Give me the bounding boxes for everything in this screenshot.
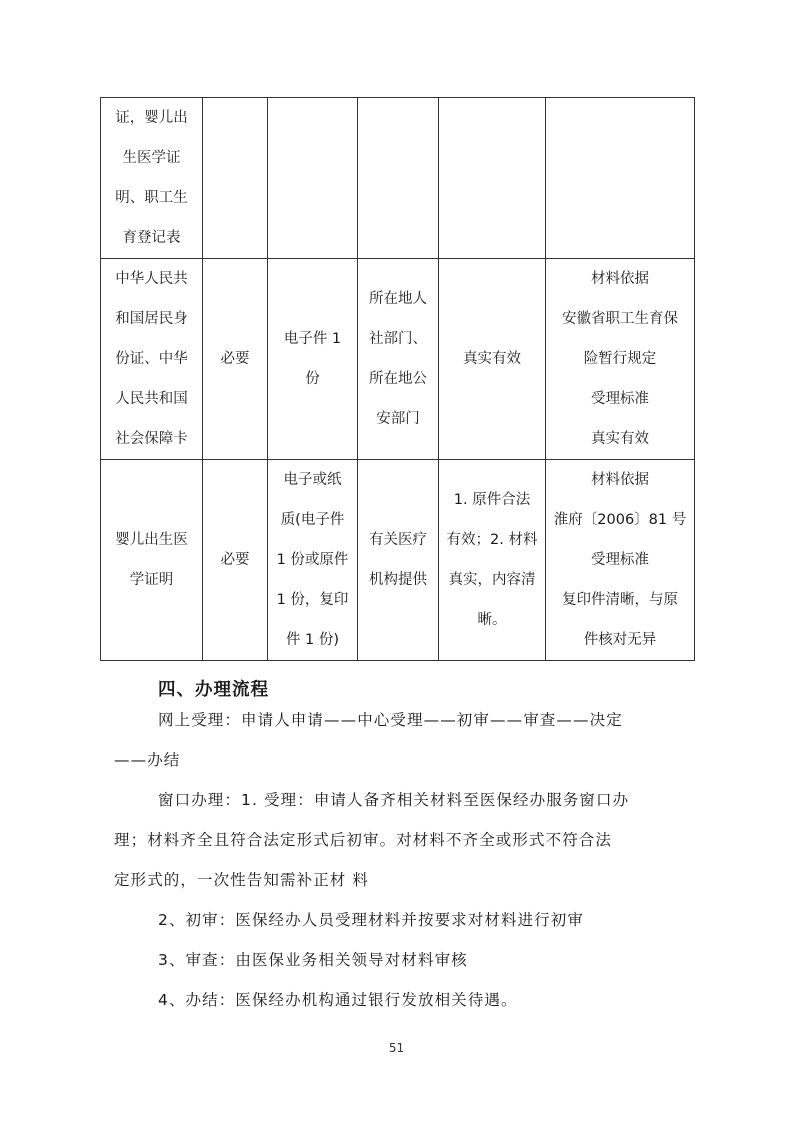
- step-completion: 4、办结：医保经办机构通过银行发放相关待遇。: [158, 991, 518, 1009]
- window-process-line-2: 理；材料齐全且符合法定形式后初审。对材料不齐全或形式不符合法: [114, 831, 613, 849]
- cell-line: 复印件清晰，与原: [562, 592, 678, 608]
- window-process-line-1: 窗口办理：1. 受理：申请人备齐相关材料至医保经办服务窗口办: [158, 791, 630, 809]
- material-cell: [101, 259, 203, 460]
- form-cell: [268, 460, 358, 661]
- basis-cell: [546, 460, 695, 661]
- cell-line: 学证明: [129, 572, 174, 588]
- cell-line: 有效；2. 材料: [446, 532, 538, 548]
- online-process-line-2: ——办结: [114, 751, 181, 769]
- table-row: [101, 98, 695, 259]
- cell-line: 件核对无异: [583, 632, 657, 648]
- form-cell: [268, 98, 358, 259]
- cell-line: 真实有效: [591, 431, 649, 447]
- cell-line: 证，婴儿出: [115, 110, 188, 126]
- cell-line: 婴儿出生医: [115, 532, 188, 548]
- standard-cell: [439, 98, 546, 259]
- cell-line: 机构提供: [369, 572, 427, 588]
- cell-line: 生医学证: [122, 150, 181, 166]
- cell-line: 险暂行规定: [583, 351, 657, 367]
- material-cell: [101, 460, 203, 661]
- cell-line: 安徽省职工生育保: [562, 311, 678, 327]
- cell-line: 人民共和国: [115, 391, 188, 407]
- step-examination: 3、审查：由医保业务相关领导对材料审核: [158, 951, 468, 969]
- cell-line: 真实有效: [463, 351, 521, 367]
- section-heading: 四、办理流程: [158, 680, 269, 700]
- standard-cell: [439, 259, 546, 460]
- cell-line: 明、职工生: [115, 190, 188, 206]
- materials-table: [100, 97, 695, 661]
- source-cell: [358, 259, 439, 460]
- step-review-paragraph: [114, 900, 680, 1020]
- cell-line: 份证、中华: [115, 351, 188, 367]
- cell-line: 质(电子件: [280, 512, 345, 528]
- table-row: [101, 460, 695, 661]
- material-cell: [101, 98, 203, 259]
- window-process-line-3: 定形式的，一次性告知需补正材 料: [114, 871, 370, 889]
- form-cell: [268, 259, 358, 460]
- source-cell: [358, 98, 439, 259]
- online-process-line-1: 网上受理：申请人申请——中心受理——初审——审查——决定: [158, 711, 623, 729]
- basis-cell: [546, 259, 695, 460]
- materials-table-body: [101, 98, 695, 661]
- page-number: 51: [388, 1041, 405, 1055]
- cell-line: 电子或纸: [283, 472, 342, 488]
- cell-line: 份: [305, 371, 320, 387]
- standard-cell: [439, 460, 546, 661]
- cell-line: 必要: [220, 351, 250, 367]
- requirement-cell: [203, 98, 268, 259]
- window-process-paragraph: [114, 780, 680, 900]
- cell-line: 材料依据: [591, 472, 649, 488]
- table-row: [101, 259, 695, 460]
- cell-line: 受理标准: [591, 552, 649, 568]
- cell-line: 真实，内容清: [448, 572, 536, 588]
- cell-line: 材料依据: [591, 271, 649, 287]
- cell-line: 和国居民身: [115, 311, 188, 327]
- cell-line: 淮府〔2006〕81 号: [553, 512, 687, 528]
- cell-line: 有关医疗: [369, 532, 427, 548]
- cell-line: 社部门、: [369, 331, 427, 347]
- cell-line: 所在地公: [369, 371, 427, 387]
- cell-line: 1. 原件合法: [453, 492, 531, 508]
- cell-line: 受理标准: [591, 391, 649, 407]
- step-initial-review: 2、初审：医保经办人员受理材料并按要求对材料进行初审: [158, 911, 584, 929]
- requirement-cell: [203, 259, 268, 460]
- cell-line: 1 份，复印: [276, 592, 349, 608]
- cell-line: 中华人民共: [115, 271, 188, 287]
- cell-line: 必要: [220, 552, 250, 568]
- online-process-paragraph: [114, 700, 680, 780]
- cell-line: 社会保障卡: [115, 431, 188, 447]
- requirement-cell: [203, 460, 268, 661]
- basis-cell: [546, 98, 695, 259]
- cell-line: 安部门: [376, 411, 420, 427]
- cell-line: 育登记表: [122, 230, 181, 246]
- cell-line: 件 1 份): [285, 632, 340, 648]
- cell-line: 晰。: [477, 612, 507, 628]
- source-cell: [358, 460, 439, 661]
- cell-line: 电子件 1: [283, 331, 342, 347]
- cell-line: 所在地人: [369, 291, 427, 307]
- cell-line: 1 份或原件: [276, 552, 349, 568]
